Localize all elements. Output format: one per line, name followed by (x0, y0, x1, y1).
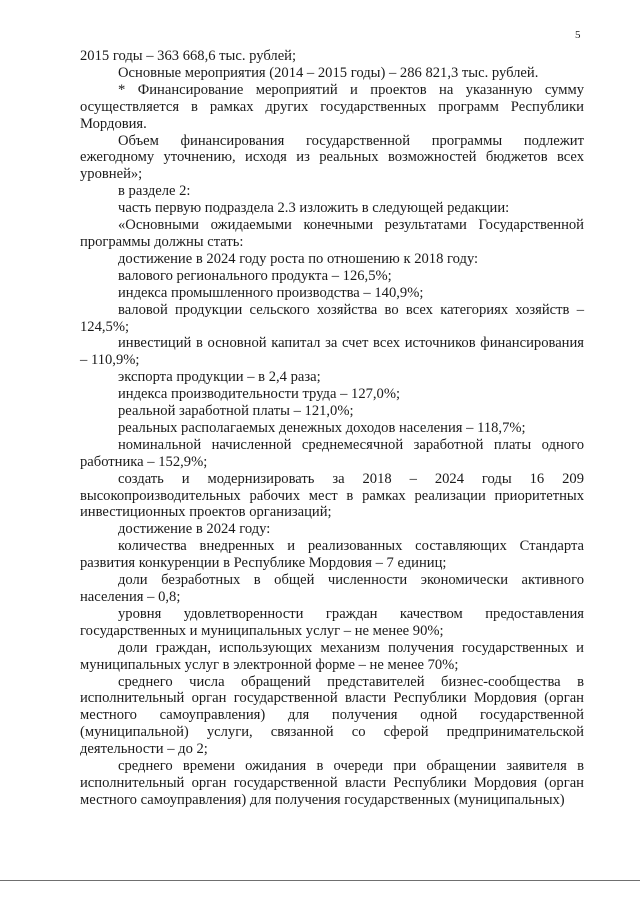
paragraph: валового регионального продукта – 126,5%; (118, 267, 392, 284)
scan-bottom-edge (0, 880, 640, 881)
paragraph: инвестиций в основной капитал за счет всех источников финансирования – 110,9%; (80, 335, 584, 369)
paragraph: уровня удовлетворенности граждан качеством предоставления государственных и муниципальных услуг – не менее 90%; (80, 605, 584, 639)
paragraph: Основные мероприятия (2014 – 2015 годы) – 286 821,3 тыс. рублей. (118, 64, 539, 81)
page-number: 5 (575, 29, 581, 41)
paragraph: экспорта продукции – в 2,4 раза; (118, 369, 321, 386)
paragraph: среднего времени ожидания в очереди при обращении заявителя в исполнительный орган государственной власти Республики Мордовия (орган местного самоуправления) для получения государственных (муниципальных) (80, 758, 584, 808)
paragraph: «Основными ожидаемыми конечными результатами Государственной программы должны стать: (80, 217, 584, 250)
paragraph: Объем финансирования государственной программы подлежит ежегодному уточнению, исходя из реальных возможностей бюджетов всех уровней»; (80, 132, 584, 183)
paragraph: реальных располагаемых денежных доходов населения – 118,7%; (118, 419, 526, 436)
paragraph: индекса промышленного производства – 140,9%; (118, 284, 424, 301)
paragraph: доли граждан, использующих механизм получения государственных и муниципальных услуг в электронной форме – не менее 70%; (80, 639, 584, 673)
paragraph: часть первую подраздела 2.3 изложить в следующей редакции: (118, 200, 510, 217)
document-body (80, 48, 584, 809)
paragraph: реальной заработной платы – 121,0%; (118, 403, 354, 420)
paragraph: индекса производительности труда – 127,0%; (118, 386, 401, 403)
paragraph: номинальной начисленной среднемесячной заработной платы одного работника – 152,9%; (80, 436, 584, 470)
paragraph: достижение в 2024 году: (118, 521, 271, 538)
paragraph: доли безработных в общей численности экономически активного населения – 0,8; (80, 572, 584, 605)
paragraph: в разделе 2: (118, 183, 191, 200)
paragraph: валовой продукции сельского хозяйства во всех категориях хозяйств – 124,5%; (80, 301, 584, 335)
paragraph: достижение в 2024 году роста по отношению к 2018 году: (118, 250, 479, 267)
paragraph: среднего числа обращений представителей бизнес-сообщества в исполнительный орган государственной власти Республики Мордовия (орган местного самоуправления) для получения одной государственной (муниципальной) услуги, связанной со сферой предпринимательской деятельности – до 2; (80, 673, 584, 758)
paragraph: 2015 годы – 363 668,6 тыс. рублей; (80, 48, 297, 64)
paragraph: создать и модернизировать за 2018 – 2024 годы 16 209 высокопроизводительных рабочих мест в рамках реализации приоритетных инвестиционных проектов организаций; (80, 470, 584, 521)
paragraph: количества внедренных и реализованных составляющих Стандарта развития конкуренции в Республике Мордовия – 7 единиц; (80, 538, 584, 572)
paragraph: * Финансирование мероприятий и проектов на указанную сумму осуществляется в рамках других государственных программ Республики Мордовия. (80, 81, 584, 132)
